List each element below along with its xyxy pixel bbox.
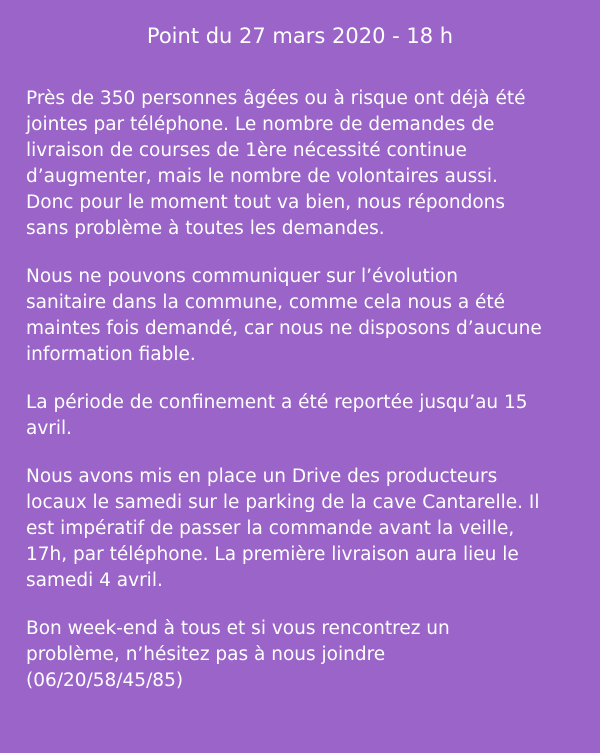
text-line: sanitaire dans la commune, comme cela nous a été [26, 292, 506, 313]
paragraph-deliveries [26, 86, 586, 242]
text-line: sans problème à toutes les demandes. [26, 218, 385, 239]
text-line: livraison de courses de 1ère nécessité continue [26, 140, 467, 161]
text-line: Près de 350 personnes âgées ou à risque ont déjà été [26, 88, 526, 109]
text-line: Donc pour le moment tout va bien, nous répondons [26, 192, 506, 213]
text-line: 17h, par téléphone. La première livraison aura lieu le [26, 544, 519, 565]
text-line: problème, n’hésitez pas à nous joindre [26, 644, 386, 665]
text-line: Nous ne pouvons communiquer sur l’évolution [26, 266, 458, 287]
text-line: locaux le samedi sur le parking de la cave Cantarelle. Il [26, 492, 540, 513]
paragraph-health-info [26, 264, 586, 368]
paragraph-producer-drive [26, 464, 586, 594]
text-line: information fiable. [26, 344, 196, 365]
text-line: est impératif de passer la commande avant la veille, [26, 518, 515, 539]
text-line: avril. [26, 418, 73, 439]
text-line: maintes fois demandé, car nous ne disposons d’aucune [26, 318, 542, 339]
text-line: Bon week-end à tous et si vous rencontrez un [26, 618, 450, 639]
page-title: Point du 27 mars 2020 - 18 h [146, 24, 454, 48]
text-line: Nous avons mis en place un Drive des producteurs [26, 466, 498, 487]
text-line: La période de confinement a été reportée jusqu’au 15 [26, 392, 528, 413]
text-line: d’augmenter, mais le nombre de volontaires aussi. [26, 166, 498, 187]
announcement-body [26, 86, 586, 716]
paragraph-confinement [26, 390, 586, 442]
text-line: jointes par téléphone. Le nombre de demandes de [26, 114, 495, 135]
text-line: samedi 4 avril. [26, 570, 163, 591]
contact-phone: (06/20/58/45/85) [26, 670, 184, 691]
paragraph-contact [26, 616, 586, 694]
